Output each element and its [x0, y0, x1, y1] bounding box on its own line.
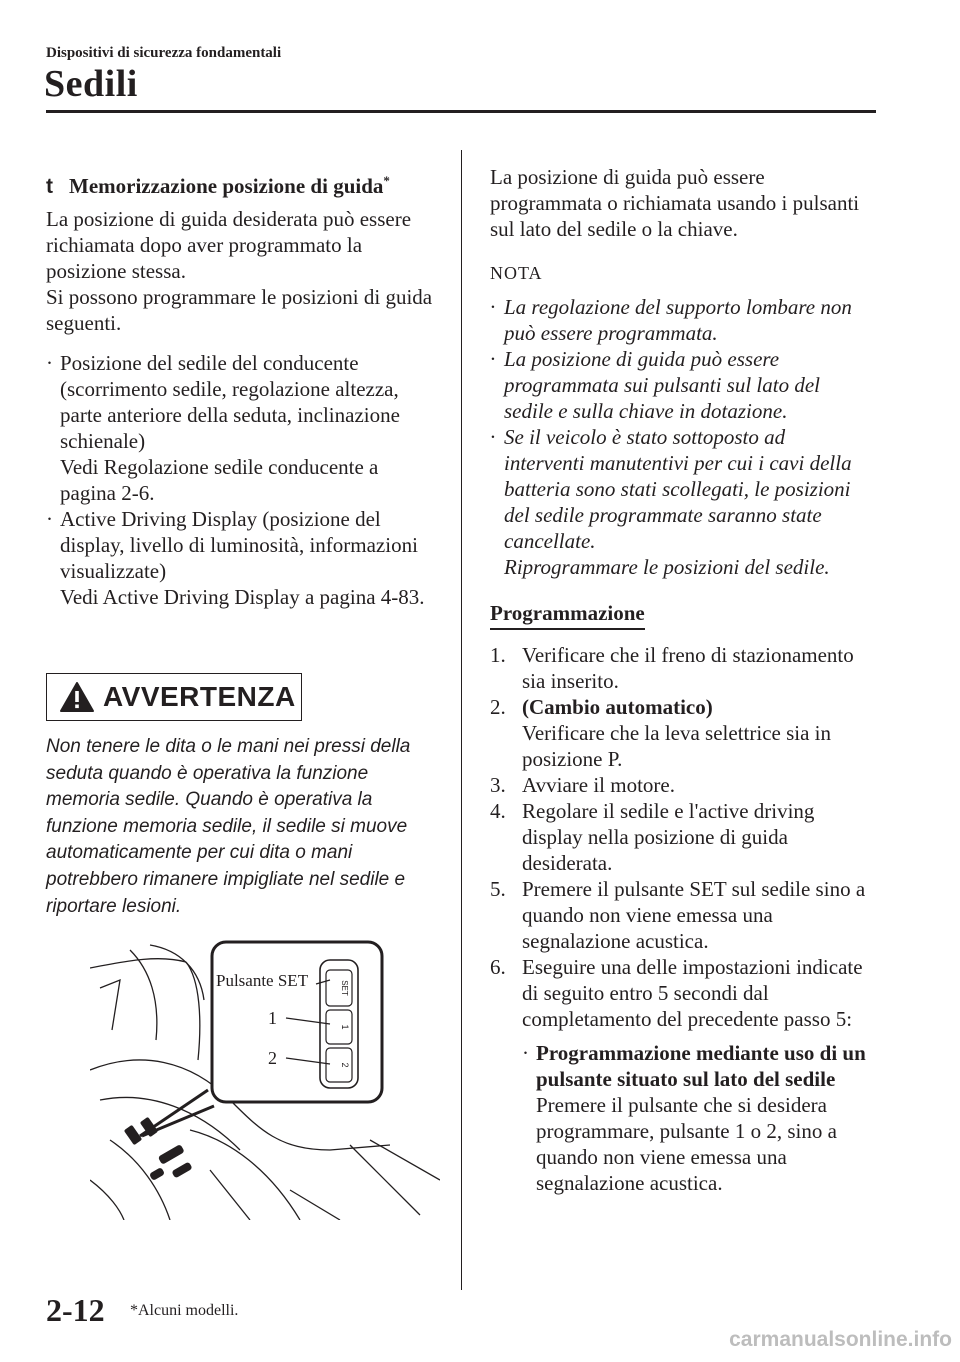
step-item — [490, 694, 880, 772]
note-text: La posizione di guida può essere programmata sui pulsanti sul lato del sedile e sulla chiave in dotazione. — [504, 347, 820, 423]
intro-paragraph: Si possono programmare le posizioni di guida seguenti. — [46, 285, 433, 335]
note-list — [490, 294, 860, 580]
step-text: Verificare che il freno di stazionamento sia inserito. — [522, 643, 854, 693]
sub-bullet — [522, 1040, 880, 1196]
step-bold-text: (Cambio automatico) — [522, 695, 713, 719]
bullet-dot: · — [490, 295, 496, 319]
step-item — [490, 798, 880, 876]
sub-bullet-text: Premere il pulsante che si desidera programmare, pulsante 1 o 2, sino a quando non viene emessa una segnalazione acustica. — [536, 1093, 837, 1195]
callout-set-label: Pulsante SET — [216, 971, 309, 990]
list-item — [46, 350, 438, 506]
note-item — [490, 346, 860, 424]
bullet-dot: · — [490, 425, 496, 449]
subsection-asterisk: * — [383, 173, 390, 188]
set-button-label: SET — [340, 980, 349, 996]
programming-steps — [490, 642, 880, 1196]
note-item — [490, 424, 860, 580]
button-2-label: 2 — [340, 1062, 350, 1068]
list-item-text: Active Driving Display (posizione del display, livello di luminosità, informazioni visualizzate) — [60, 507, 418, 583]
note-text: Riprogrammare le posizioni del sedile. — [504, 555, 830, 579]
note-item — [490, 294, 860, 346]
step-number: 2. — [490, 695, 506, 719]
step-item — [490, 876, 880, 954]
list-item-text: Posizione del sedile del conducente (scorrimento sedile, regolazione altezza, parte anteriore della seduta, inclinazione schienale) — [60, 351, 400, 453]
bullet-dot: · — [46, 507, 53, 531]
step-item — [490, 772, 880, 798]
left-intro — [46, 206, 436, 336]
callout-2-label: 2 — [268, 1048, 277, 1068]
sub-bullet-title: Programmazione mediante uso di un pulsante situato sul lato del sedile — [536, 1041, 866, 1091]
title-divider — [46, 110, 876, 113]
page-number: 2-12 — [46, 1292, 105, 1328]
step-number: 5. — [490, 877, 506, 901]
programming-heading: Programmazione — [490, 600, 645, 630]
list-item — [46, 506, 438, 610]
step-text: Premere il pulsante SET sul sedile sino a quando non viene emessa una segnalazione acustica. — [522, 877, 866, 953]
footnote: *Alcuni modelli. — [130, 1302, 239, 1319]
button-1-label: 1 — [340, 1024, 350, 1030]
intro-paragraph: La posizione di guida desiderata può essere richiamata dopo aver programmato la posizione stessa. — [46, 207, 412, 283]
page-reference: Vedi Regolazione sedile conducente a pagina 2-6. — [60, 455, 379, 505]
right-intro: La posizione di guida può essere programmata o richiamata usando i pulsanti sul lato del sedile o la chiave. — [490, 165, 860, 241]
subsection-heading — [46, 168, 436, 200]
step-number: 6. — [490, 955, 506, 979]
step-item — [490, 954, 880, 1196]
step-number: 1. — [490, 643, 506, 667]
step-text: Verificare che la leva selettrice sia in posizione P. — [522, 721, 831, 771]
warning-icon — [59, 681, 95, 713]
step-text: Regolare il sedile e l'active driving display nella posizione di guida desiderata. — [522, 799, 815, 875]
page-title: Sedili — [44, 63, 138, 105]
callout-1-label: 1 — [268, 1008, 277, 1028]
bullet-dot: · — [522, 1041, 529, 1065]
watermark: carmanualsonline.info — [729, 1328, 952, 1351]
note-text: Se il veicolo è stato sottoposto ad interventi manutentivi per cui i cavi della batteria sono stati scollegati, le posizioni del sedile programmate saranno state cancellate. — [504, 425, 852, 553]
step-item — [490, 642, 880, 694]
step-number: 4. — [490, 799, 506, 823]
bullet-dot: · — [490, 347, 496, 371]
subsection-marker: t — [46, 175, 53, 198]
step-text: Eseguire una delle impostazioni indicate di seguito entro 5 secondi dal completamento del precedente passo 5: — [522, 955, 863, 1031]
column-divider — [461, 150, 462, 1290]
note-text: La regolazione del supporto lombare non può essere programmata. — [504, 295, 852, 345]
step-number: 3. — [490, 773, 506, 797]
warning-title: AVVERTENZA — [103, 681, 296, 712]
seat-memory-buttons-illustration — [90, 940, 440, 1220]
page-reference: Vedi Active Driving Display a pagina 4-83. — [60, 585, 425, 609]
warning-text: Non tenere le dita o le mani nei pressi della seduta quando è operativa la funzione memoria sedile. Quando è operativa la funzione memoria sedile, il sedile si muove automaticamente per cui dita o mani potrebbero rimanere impigliate nel sedile e riportare lesioni. — [46, 736, 411, 917]
program-list — [46, 350, 438, 610]
note-label: NOTA — [490, 263, 543, 283]
step-text: Avviare il motore. — [522, 773, 675, 797]
subsection-title: Memorizzazione posizione di guida — [69, 174, 384, 198]
section-label: Dispositivi di sicurezza fondamentali — [46, 45, 282, 61]
warning-header — [46, 673, 302, 721]
bullet-dot: · — [46, 351, 53, 375]
